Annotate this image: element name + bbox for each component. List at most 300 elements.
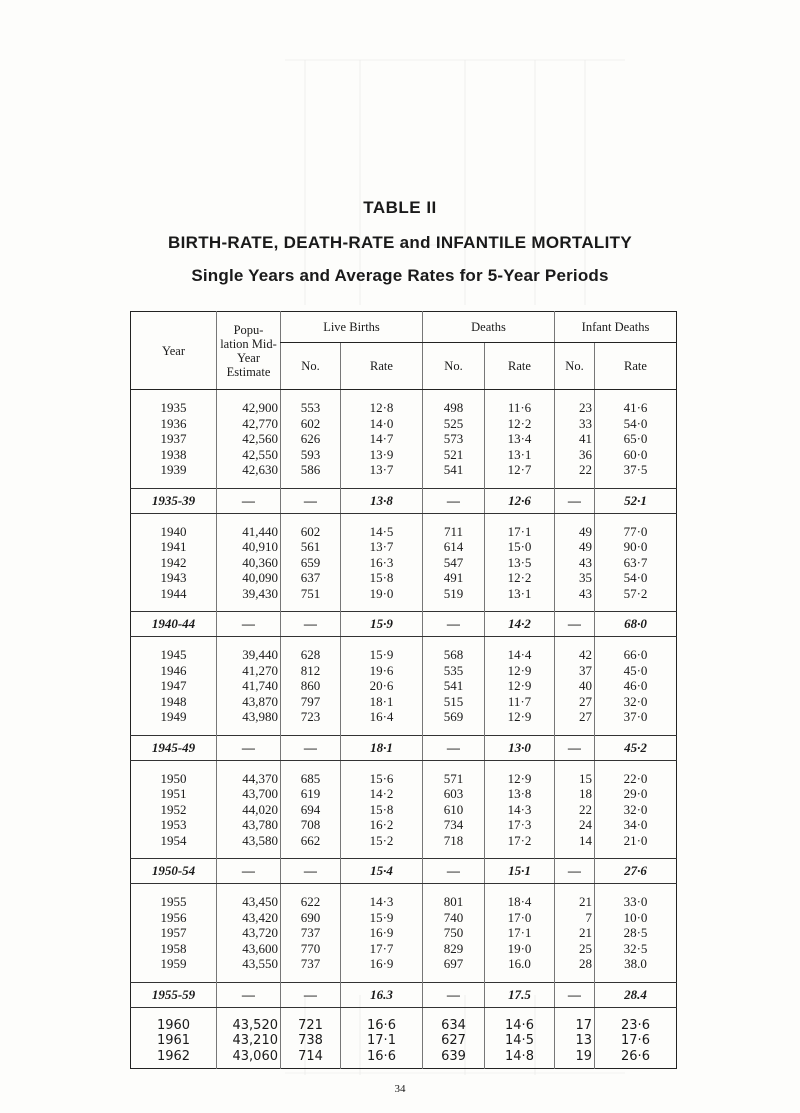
table-row — [131, 802, 677, 818]
table-cell: 15·2 — [341, 833, 423, 849]
table-cell: 521 — [423, 447, 485, 463]
table-cell: 32·0 — [595, 802, 677, 818]
table-cell: 1939 — [160, 462, 187, 477]
table-cell: 515 — [423, 694, 485, 710]
table-cell: 519 — [423, 586, 485, 602]
table-cell: 43,780 — [217, 817, 281, 833]
table-cell: 17·0 — [485, 910, 555, 926]
table-row — [131, 416, 677, 432]
group-spacer — [131, 884, 677, 895]
table-row — [131, 663, 677, 679]
table-cell: 29·0 — [595, 786, 677, 802]
average-cell: 28.4 — [595, 982, 677, 1007]
average-cell: — — [217, 982, 281, 1007]
table-row — [131, 956, 677, 972]
table-cell: 21 — [555, 925, 595, 941]
header-infant-deaths: Infant Deaths — [555, 312, 677, 343]
table-cell: 42,560 — [217, 431, 281, 447]
group-spacer — [131, 725, 677, 736]
header-deaths-no: No. — [423, 343, 485, 390]
table-cell: 694 — [281, 802, 341, 818]
table-cell: 25 — [555, 941, 595, 957]
table-cell: 15·8 — [341, 570, 423, 586]
table-cell: 42,900 — [217, 400, 281, 416]
table-cell: 12·8 — [341, 400, 423, 416]
table-cell: 40,910 — [217, 539, 281, 555]
group-spacer — [131, 1064, 677, 1069]
table-cell: 16·2 — [341, 817, 423, 833]
table-cell: 1951 — [160, 786, 187, 801]
table-cell: 37·5 — [595, 462, 677, 478]
table-cell: 23 — [555, 400, 595, 416]
table-cell: 801 — [423, 894, 485, 910]
average-cell: — — [423, 735, 485, 760]
table-cell: 33 — [555, 416, 595, 432]
table-cell: 708 — [281, 817, 341, 833]
table-cell: 43,600 — [217, 941, 281, 957]
table-cell: 12·7 — [485, 462, 555, 478]
table-cell: 738 — [281, 1033, 341, 1049]
table-cell: 662 — [281, 833, 341, 849]
table-row — [131, 1033, 677, 1049]
table-cell: 11·7 — [485, 694, 555, 710]
table-row — [131, 786, 677, 802]
table-cell: 1950 — [160, 770, 187, 786]
average-row — [131, 859, 677, 884]
header-year: Year — [131, 312, 217, 390]
average-cell: — — [423, 982, 485, 1007]
table-cell: 15·9 — [341, 647, 423, 663]
average-row — [131, 735, 677, 760]
table-cell: 20·6 — [341, 678, 423, 694]
group-spacer — [131, 637, 677, 648]
table-cell: 41 — [555, 431, 595, 447]
average-cell: — — [281, 488, 341, 513]
table-cell: 19·6 — [341, 663, 423, 679]
table-cell: 41,440 — [217, 524, 281, 540]
table-cell: 11·6 — [485, 400, 555, 416]
table-cell: 15·0 — [485, 539, 555, 555]
table-cell: 568 — [423, 647, 485, 663]
average-cell: 1945-49 — [131, 735, 217, 760]
table-row — [131, 462, 677, 478]
group-spacer — [131, 513, 677, 524]
table-cell: 38.0 — [595, 956, 677, 972]
table-row — [131, 647, 677, 663]
table-cell: 27 — [555, 694, 595, 710]
table-cell: 697 — [423, 956, 485, 972]
table-row — [131, 570, 677, 586]
table-cell: 1938 — [160, 446, 187, 462]
table-cell: 1943 — [160, 570, 187, 585]
average-cell: — — [423, 859, 485, 884]
table-cell: 41,740 — [217, 678, 281, 694]
table-cell: 28·5 — [595, 925, 677, 941]
table-cell: 1937 — [160, 431, 187, 446]
table-cell: 16·6 — [341, 1049, 423, 1065]
table-cell: 10·0 — [595, 910, 677, 926]
table-cell: 22·0 — [595, 771, 677, 787]
table-cell: 23·6 — [595, 1018, 677, 1034]
table-cell: 26·6 — [595, 1049, 677, 1065]
table-cell: 35 — [555, 570, 595, 586]
page-number: 34 — [394, 1083, 406, 1095]
table-cell: 17·3 — [485, 817, 555, 833]
table-cell: 12·2 — [485, 416, 555, 432]
table-cell: 43,210 — [217, 1033, 281, 1049]
table-row — [131, 524, 677, 540]
table-cell: 1956 — [160, 909, 187, 925]
average-cell: 16.3 — [341, 982, 423, 1007]
table-cell: 18·1 — [341, 694, 423, 710]
table-body — [131, 390, 677, 1069]
header-live-births: Live Births — [281, 312, 423, 343]
table-cell: 1936 — [160, 415, 187, 431]
table-cell: 1949 — [160, 709, 187, 724]
table-cell: 1959 — [160, 956, 187, 971]
table-cell: 860 — [281, 678, 341, 694]
table-row — [131, 1049, 677, 1065]
table-cell: 39,430 — [217, 586, 281, 602]
header-infant-rate: Rate — [595, 343, 677, 390]
table-cell: 12·9 — [485, 663, 555, 679]
table-cell: 627 — [423, 1033, 485, 1049]
table-cell: 24 — [555, 817, 595, 833]
table-cell: 723 — [281, 709, 341, 725]
table-cell: 13·1 — [485, 586, 555, 602]
table-cell: 43,700 — [217, 786, 281, 802]
table-cell: 17·2 — [485, 833, 555, 849]
table-cell: 43,720 — [217, 925, 281, 941]
average-cell: 12·6 — [485, 488, 555, 513]
table-cell: 43,450 — [217, 894, 281, 910]
mortality-table — [130, 311, 677, 1069]
average-cell: 13·0 — [485, 735, 555, 760]
average-cell: 1955-59 — [131, 982, 217, 1007]
table-cell: 43,980 — [217, 709, 281, 725]
header-deaths-rate: Rate — [485, 343, 555, 390]
table-cell: 16·4 — [341, 709, 423, 725]
table-cell: 12·9 — [485, 678, 555, 694]
table-cell: 491 — [423, 570, 485, 586]
table-cell: 43 — [555, 555, 595, 571]
table-cell: 43,060 — [217, 1049, 281, 1065]
table-cell: 7 — [555, 910, 595, 926]
table-cell: 43,550 — [217, 956, 281, 972]
table-cell: 569 — [423, 709, 485, 725]
table-cell: 619 — [281, 786, 341, 802]
table-cell: 42 — [555, 647, 595, 663]
table-cell: 718 — [423, 833, 485, 849]
table-cell: 18 — [555, 786, 595, 802]
table-cell: 13·5 — [485, 555, 555, 571]
average-row — [131, 982, 677, 1007]
average-cell: — — [281, 735, 341, 760]
table-cell: 1962 — [156, 1048, 191, 1064]
average-cell: 1950-54 — [131, 859, 217, 884]
table-cell: 637 — [281, 570, 341, 586]
table-cell: 33·0 — [595, 894, 677, 910]
table-cell: 14·2 — [341, 786, 423, 802]
table-cell: 43,420 — [217, 910, 281, 926]
table-cell: 1940 — [160, 523, 187, 539]
table-cell: 659 — [281, 555, 341, 571]
table-cell: 42,550 — [217, 447, 281, 463]
table-cell: 1942 — [160, 554, 187, 570]
average-cell: 1935-39 — [131, 488, 217, 513]
table-cell: 28 — [555, 956, 595, 972]
table-cell: 54·0 — [595, 570, 677, 586]
table-cell: 1960 — [156, 1017, 191, 1033]
table-cell: 37·0 — [595, 709, 677, 725]
table-row — [131, 894, 677, 910]
table-cell: 21·0 — [595, 833, 677, 849]
average-cell: — — [423, 612, 485, 637]
table-cell: 57·2 — [595, 586, 677, 602]
table-row — [131, 586, 677, 602]
table-cell: 43,520 — [217, 1018, 281, 1034]
average-cell: — — [217, 612, 281, 637]
table-cell: 13 — [555, 1033, 595, 1049]
table-cell: 498 — [423, 400, 485, 416]
table-cell: 22 — [555, 462, 595, 478]
table-cell: 13·1 — [485, 447, 555, 463]
table-row — [131, 833, 677, 849]
table-cell: 12·9 — [485, 771, 555, 787]
table-cell: 1941 — [160, 539, 187, 554]
table-cell: 16·3 — [341, 555, 423, 571]
table-cell: 46·0 — [595, 678, 677, 694]
table-cell: 535 — [423, 663, 485, 679]
page-title: BIRTH-RATE, DEATH-RATE and INFANTILE MORTALITY — [168, 233, 632, 252]
table-cell: 812 — [281, 663, 341, 679]
average-cell: — — [423, 488, 485, 513]
table-cell: 14·7 — [341, 431, 423, 447]
table-row — [131, 941, 677, 957]
average-cell: 17.5 — [485, 982, 555, 1007]
table-cell: 573 — [423, 431, 485, 447]
table-cell: 14·5 — [485, 1033, 555, 1049]
header-deaths: Deaths — [423, 312, 555, 343]
table-cell: 13·8 — [485, 786, 555, 802]
table-cell: 12·9 — [485, 709, 555, 725]
average-cell: 68·0 — [595, 612, 677, 637]
table-cell: 1935 — [160, 400, 187, 415]
header-infant-no: No. — [555, 343, 595, 390]
table-cell: 14·8 — [485, 1049, 555, 1065]
average-cell: — — [281, 982, 341, 1007]
average-row — [131, 612, 677, 637]
table-cell: 16·9 — [341, 956, 423, 972]
table-cell: 17·7 — [341, 941, 423, 957]
group-spacer — [131, 601, 677, 612]
table-cell: 32·5 — [595, 941, 677, 957]
table-cell: 15 — [555, 771, 595, 787]
table-cell: 90·0 — [595, 539, 677, 555]
table-cell: 14·6 — [485, 1018, 555, 1034]
table-cell: 41·6 — [595, 400, 677, 416]
table-cell: 734 — [423, 817, 485, 833]
table-cell: 525 — [423, 416, 485, 432]
table-cell: 626 — [281, 431, 341, 447]
average-cell: — — [217, 859, 281, 884]
group-spacer — [131, 478, 677, 489]
average-cell: — — [555, 859, 595, 884]
table-row — [131, 709, 677, 725]
average-cell: 27·6 — [595, 859, 677, 884]
table-cell: 49 — [555, 539, 595, 555]
table-cell: 36 — [555, 447, 595, 463]
table-cell: 19·0 — [341, 586, 423, 602]
table-cell: 17·1 — [485, 524, 555, 540]
table-cell: 829 — [423, 941, 485, 957]
average-cell: 13·8 — [341, 488, 423, 513]
table-cell: 13·9 — [341, 447, 423, 463]
table-cell: 42,630 — [217, 462, 281, 478]
table-cell: 60·0 — [595, 447, 677, 463]
header-births-rate: Rate — [341, 343, 423, 390]
table-cell: 66·0 — [595, 647, 677, 663]
table-row — [131, 400, 677, 416]
table-cell: 44,370 — [217, 771, 281, 787]
table-row — [131, 431, 677, 447]
header-births-no: No. — [281, 343, 341, 390]
table-cell: 14·3 — [485, 802, 555, 818]
average-cell: — — [555, 612, 595, 637]
table-cell: 41,270 — [217, 663, 281, 679]
table-cell: 541 — [423, 462, 485, 478]
average-cell: 14·2 — [485, 612, 555, 637]
table-cell: 54·0 — [595, 416, 677, 432]
table-cell: 43 — [555, 586, 595, 602]
table-cell: 77·0 — [595, 524, 677, 540]
table-cell: 1945 — [160, 647, 187, 662]
table-cell: 21 — [555, 894, 595, 910]
table-cell: 737 — [281, 956, 341, 972]
average-cell: 45·2 — [595, 735, 677, 760]
table-cell: 13·7 — [341, 539, 423, 555]
table-cell: 603 — [423, 786, 485, 802]
table-cell: 13·7 — [341, 462, 423, 478]
table-cell: 45·0 — [595, 663, 677, 679]
table-cell: 27 — [555, 709, 595, 725]
table-cell: 42,770 — [217, 416, 281, 432]
table-cell: 1944 — [160, 585, 187, 601]
average-cell: — — [281, 859, 341, 884]
average-cell: — — [555, 982, 595, 1007]
table-row — [131, 694, 677, 710]
average-cell: — — [555, 735, 595, 760]
table-cell: 602 — [281, 416, 341, 432]
group-spacer — [131, 848, 677, 859]
table-row — [131, 1018, 677, 1034]
table-cell: 561 — [281, 539, 341, 555]
table-row — [131, 678, 677, 694]
table-cell: 15·6 — [341, 771, 423, 787]
table-cell: 40,360 — [217, 555, 281, 571]
average-cell: 18·1 — [341, 735, 423, 760]
table-cell: 614 — [423, 539, 485, 555]
table-cell: 17 — [555, 1018, 595, 1034]
average-cell: — — [217, 735, 281, 760]
table-cell: 63·7 — [595, 555, 677, 571]
table-cell: 15·9 — [341, 910, 423, 926]
table-cell: 1961 — [156, 1033, 191, 1048]
table-cell: 32·0 — [595, 694, 677, 710]
table-cell: 622 — [281, 894, 341, 910]
table-cell: 19·0 — [485, 941, 555, 957]
table-label: TABLE II — [363, 198, 437, 217]
table-cell: 553 — [281, 400, 341, 416]
table-cell: 1952 — [160, 801, 187, 817]
average-row — [131, 488, 677, 513]
table-cell: 39,440 — [217, 647, 281, 663]
table-cell: 40,090 — [217, 570, 281, 586]
page-subtitle: Single Years and Average Rates for 5-Year Periods — [191, 266, 609, 285]
table-cell: 571 — [423, 771, 485, 787]
table-cell: 43,580 — [217, 833, 281, 849]
table-cell: 711 — [423, 524, 485, 540]
table-row — [131, 910, 677, 926]
table-cell: 1946 — [160, 662, 187, 678]
average-cell: 15·9 — [341, 612, 423, 637]
table-cell: 721 — [281, 1018, 341, 1034]
table-cell: 15·8 — [341, 802, 423, 818]
table-row — [131, 447, 677, 463]
table-cell: 797 — [281, 694, 341, 710]
table-cell: 1948 — [160, 693, 187, 709]
table-cell: 19 — [555, 1049, 595, 1065]
table-row — [131, 925, 677, 941]
table-cell: 737 — [281, 925, 341, 941]
table-cell: 16·6 — [341, 1018, 423, 1034]
table-cell: 37 — [555, 663, 595, 679]
average-cell: 15·1 — [485, 859, 555, 884]
table-cell: 586 — [281, 462, 341, 478]
table-cell: 1955 — [160, 894, 187, 909]
table-cell: 14·0 — [341, 416, 423, 432]
table-cell: 634 — [423, 1018, 485, 1034]
table-cell: 17·1 — [341, 1033, 423, 1049]
table-cell: 13·4 — [485, 431, 555, 447]
table-cell: 1957 — [160, 925, 187, 940]
table-cell: 602 — [281, 524, 341, 540]
table-row — [131, 555, 677, 571]
table-cell: 1958 — [160, 940, 187, 956]
table-cell: 22 — [555, 802, 595, 818]
table-cell: 547 — [423, 555, 485, 571]
table-row — [131, 771, 677, 787]
table-cell: 770 — [281, 941, 341, 957]
average-cell: — — [281, 612, 341, 637]
average-cell: 1940-44 — [131, 612, 217, 637]
average-cell: 15·4 — [341, 859, 423, 884]
table-cell: 685 — [281, 771, 341, 787]
table-cell: 740 — [423, 910, 485, 926]
table-cell: 714 — [281, 1049, 341, 1065]
table-cell: 43,870 — [217, 694, 281, 710]
table-row — [131, 817, 677, 833]
table-row — [131, 539, 677, 555]
average-cell: — — [555, 488, 595, 513]
table-cell: 14·3 — [341, 894, 423, 910]
table-cell: 34·0 — [595, 817, 677, 833]
table-cell: 14·4 — [485, 647, 555, 663]
group-spacer — [131, 760, 677, 771]
table-cell: 12·2 — [485, 570, 555, 586]
table-cell: 17·6 — [595, 1033, 677, 1049]
table-cell: 49 — [555, 524, 595, 540]
